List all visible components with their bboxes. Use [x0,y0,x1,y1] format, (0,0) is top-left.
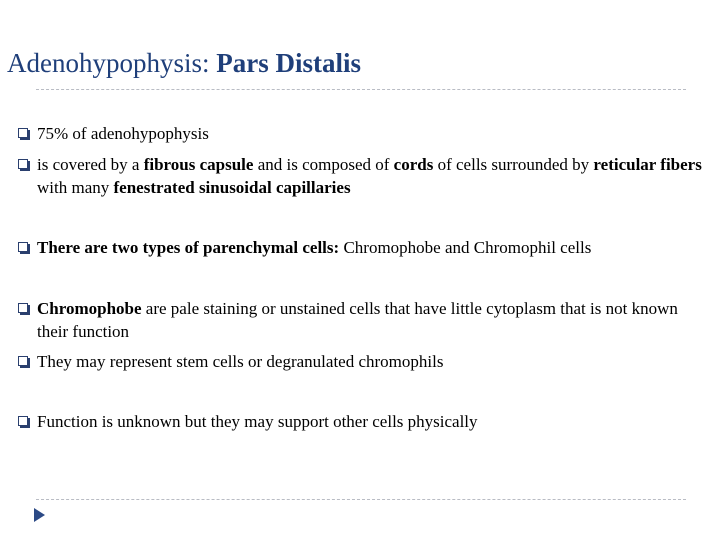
bullet-run: with many [37,178,114,197]
square-bullet-icon [18,128,28,138]
bullet-run: reticular fibers [593,155,702,174]
bullet-text-3 [37,238,591,257]
bullet-run: 75% of adenohypophysis [37,124,209,143]
bullet-run: They may represent stem cells or degranulated chromophils [37,352,444,371]
square-bullet-icon [18,303,28,313]
title-main: Adenohypophysis: [7,48,210,78]
square-bullet-icon [18,356,28,366]
bullet-run: Function is unknown but they may support other cells physically [37,412,478,431]
bullet-run: fenestrated sinusoidal capillaries [113,178,351,197]
bullet-item-6 [37,410,707,433]
bullet-text-6 [37,412,478,431]
bullet-run: and is composed of [253,155,394,174]
bullet-item-3 [37,236,707,259]
square-bullet-icon [18,242,28,252]
bullet-run: fibrous capsule [143,155,254,174]
bullet-run: are pale staining or unstained cells that have little cytoplasm that is not known their function [37,299,678,341]
bullet-item-5 [37,350,707,373]
square-bullet-icon [18,416,28,426]
bottom-divider [36,499,686,500]
bullet-item-2 [37,153,707,199]
bullet-item-1 [37,122,707,145]
bullet-run: There are two types of parenchymal cells: [37,238,340,257]
bullet-run: cords [393,155,434,174]
bullet-text-5 [37,352,443,371]
bullet-run: of cells surrounded by [433,155,594,174]
title-accent: Pars Distalis [216,48,361,78]
bullet-run: is covered by a [37,155,144,174]
bullet-text-1 [37,124,209,143]
bullet-run: Chromophobe and Chromophil cells [339,238,592,257]
square-bullet-icon [18,159,28,169]
triangle-right-icon[interactable] [34,508,45,522]
bullet-text-4 [37,299,678,341]
bullet-run: Chromophobe [37,299,142,318]
bullet-text-2 [37,155,702,197]
bullet-item-4 [37,297,707,343]
